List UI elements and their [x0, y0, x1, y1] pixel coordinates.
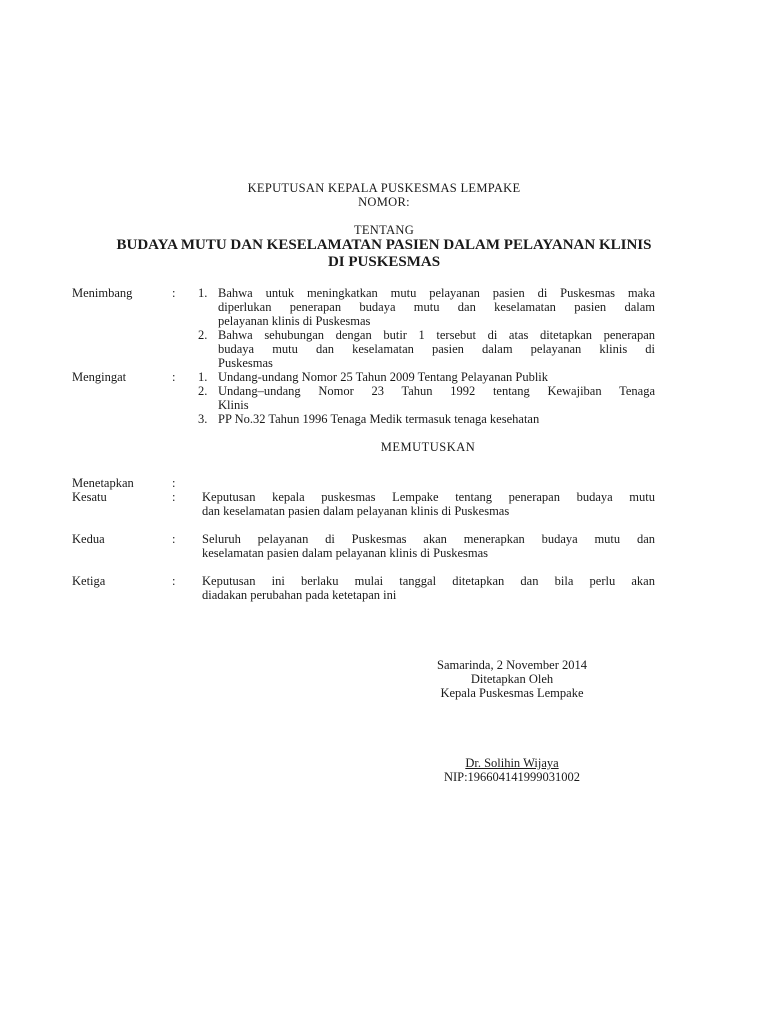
kesatu-label: Kesatu	[72, 490, 107, 504]
kedua-line-1: Seluruh pelayanan di Puskesmas akan menerapkan budaya mutu dan	[202, 532, 655, 546]
mengingat-item-1-number: 1.	[198, 370, 208, 384]
decree-title-line-1: BUDAYA MUTU DAN KESELAMATAN PASIEN DALAM PELAYANAN KLINIS	[116, 237, 652, 253]
signature-place-date: Samarinda, 2 November 2014	[437, 658, 587, 672]
ketiga-line-1: Keputusan ini berlaku mulai tanggal ditetapkan dan bila perlu akan	[202, 574, 655, 588]
signature-name-text: Dr. Solihin Wijaya	[465, 756, 559, 770]
menimbang-item-1-line-2: diperlukan penerapan budaya mutu dan keselamatan pasien dalam	[218, 300, 655, 314]
decree-heading: KEPUTUSAN KEPALA PUSKESMAS LEMPAKE	[247, 181, 521, 195]
menimbang-item-2-line-1: Bahwa sehubungan dengan butir 1 tersebut di atas ditetapkan penerapan	[218, 328, 655, 342]
kedua-label: Kedua	[72, 532, 105, 546]
menimbang-colon: :	[172, 286, 176, 300]
mengingat-item-3-number: 3.	[198, 412, 208, 426]
mengingat-colon: :	[172, 370, 176, 384]
mengingat-item-1-line-1: Undang-undang Nomor 25 Tahun 2009 Tentang Pelayanan Publik	[218, 370, 549, 384]
ketiga-colon: :	[172, 574, 176, 588]
ketiga-label: Ketiga	[72, 574, 106, 588]
menimbang-item-2-line-3: Puskesmas	[218, 356, 273, 370]
signature-name	[380, 756, 644, 770]
menimbang-item-1-line-3: pelayanan klinis di Puskesmas	[218, 314, 371, 328]
menetapkan-colon: :	[172, 476, 176, 490]
kesatu-line-1: Keputusan kepala puskesmas Lempake tentang penerapan budaya mutu	[202, 490, 655, 504]
mengingat-label: Mengingat	[72, 370, 127, 384]
menimbang-item-2-line-2: budaya mutu dan keselamatan pasien dalam pelayanan klinis di	[218, 342, 655, 356]
tentang-label: TENTANG	[353, 223, 415, 237]
memutuskan-heading: MEMUTUSKAN	[380, 440, 476, 454]
menimbang-item-1-line-1: Bahwa untuk meningkatkan mutu pelayanan pasien di Puskesmas maka	[218, 286, 655, 300]
menimbang-item-2-number: 2.	[198, 328, 208, 342]
mengingat-item-2-line-2: Klinis	[218, 398, 249, 412]
kesatu-colon: :	[172, 490, 176, 504]
decree-title-line-2: DI PUSKESMAS	[327, 254, 441, 270]
mengingat-item-3-line-1: PP No.32 Tahun 1996 Tenaga Medik termasuk tenaga kesehatan	[218, 412, 540, 426]
ketiga-line-2: diadakan perubahan pada ketetapan ini	[202, 588, 397, 602]
kesatu-line-2: dan keselamatan pasien dalam pelayanan klinis di Puskesmas	[202, 504, 510, 518]
decree-number-label: NOMOR:	[358, 195, 410, 209]
mengingat-item-2-line-1: Undang–undang Nomor 23 Tahun 1992 tentang Kewajiban Tenaga	[218, 384, 655, 398]
menimbang-label: Menimbang	[72, 286, 133, 300]
menetapkan-label: Menetapkan	[72, 476, 134, 490]
signature-nip: NIP:196604141999031002	[443, 770, 581, 784]
signature-position: Kepala Puskesmas Lempake	[440, 686, 584, 700]
kedua-colon: :	[172, 532, 176, 546]
signature-ditetapkan-oleh: Ditetapkan Oleh	[470, 672, 554, 686]
mengingat-item-2-number: 2.	[198, 384, 208, 398]
kedua-line-2: keselamatan pasien dalam pelayanan klinis di Puskesmas	[202, 546, 489, 560]
menimbang-item-1-number: 1.	[198, 286, 208, 300]
